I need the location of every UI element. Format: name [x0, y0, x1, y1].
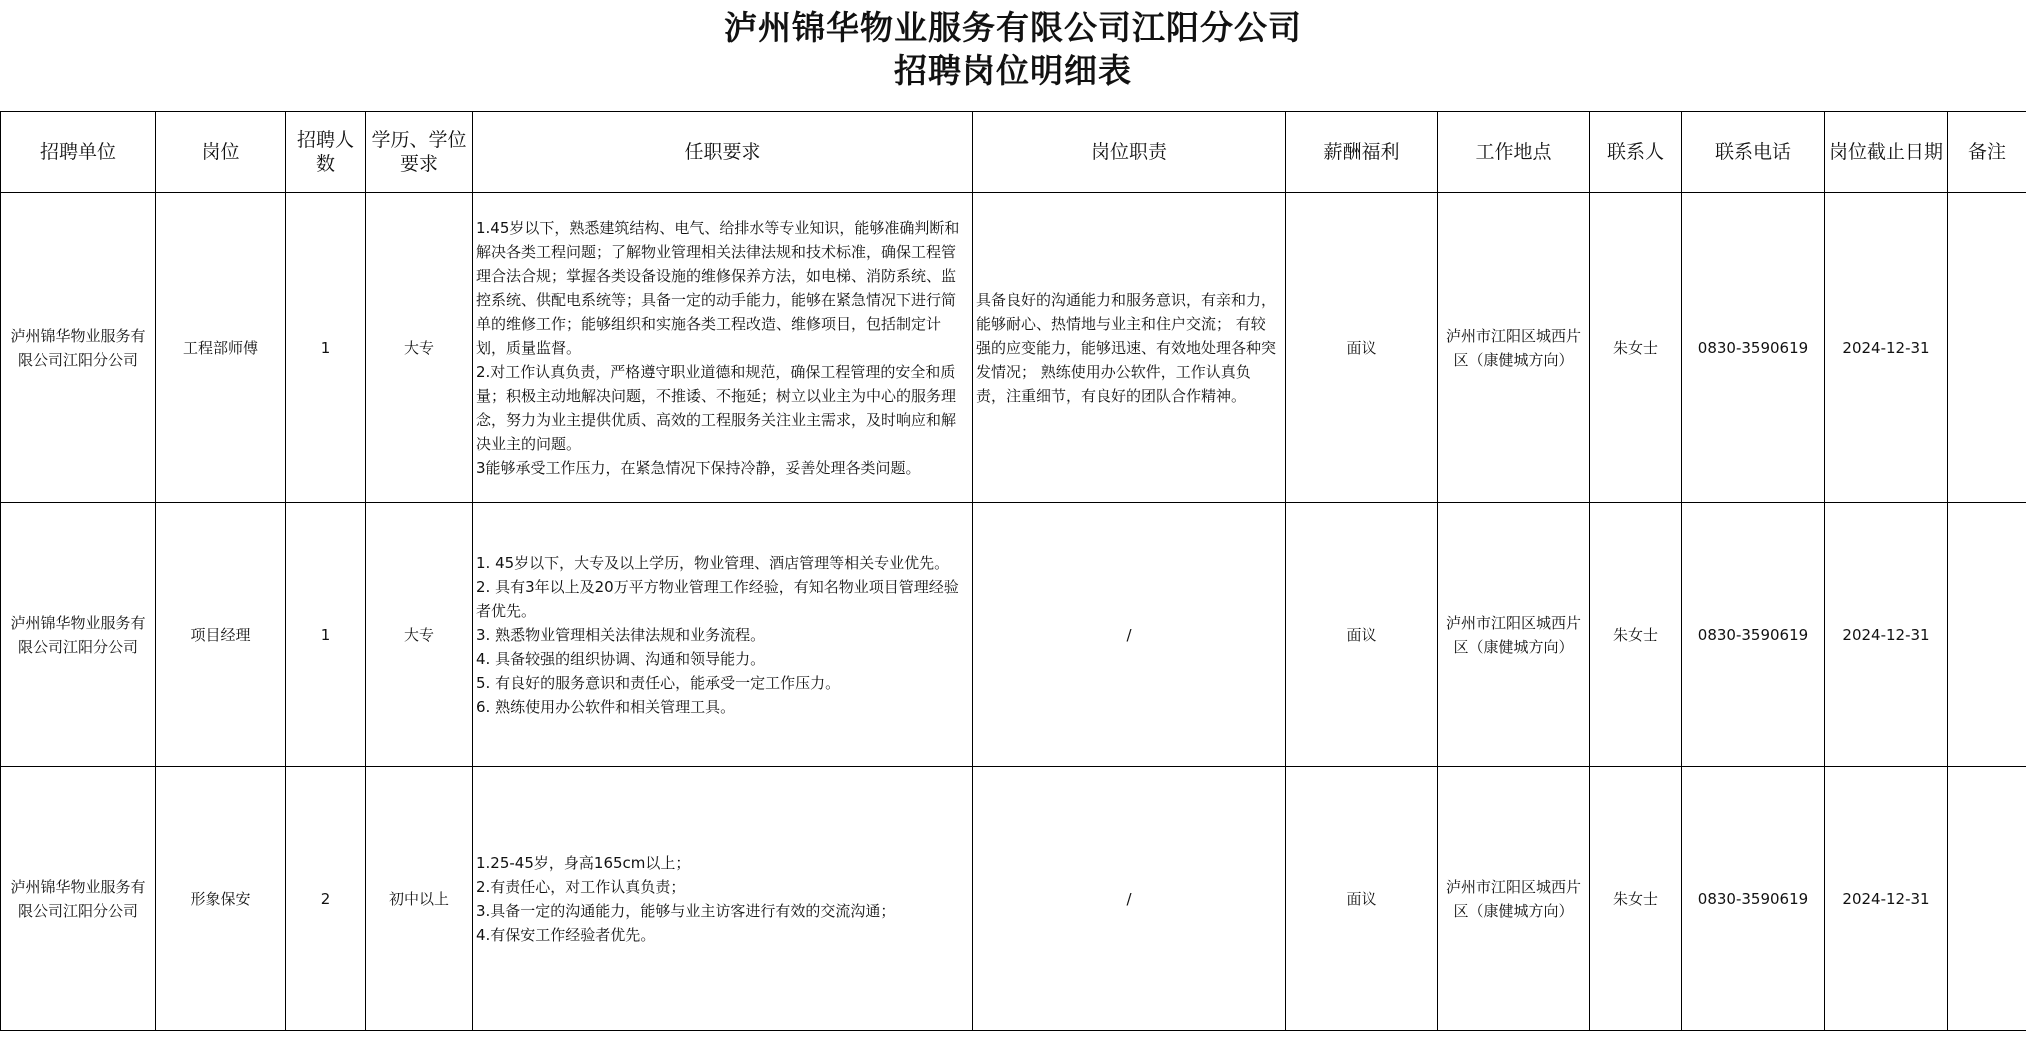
cell-duties: 具备良好的沟通能力和服务意识，有亲和力，能够耐心、热情地与业主和住户交流； 有较强的应变能力，能够迅速、有效地处理各种突发情况； 熟练使用办公软件，工作认真负责，注重细节，有良好的团队合作精神。	[973, 193, 1286, 503]
requirement-line: 2.对工作认真负责，严格遵守职业道德和规范，确保工程管理的安全和质量；积极主动地解决问题，不推诿、不拖延；树立以业主为中心的服务理念，努力为业主提供优质、高效的工程服务关注业主需求，及时响应和解决业主的问题。	[476, 362, 957, 453]
header-duties: 岗位职责	[973, 112, 1286, 193]
header-salary: 薪酬福利	[1286, 112, 1438, 193]
requirement-line: 3. 熟悉物业管理相关法律法规和业务流程。	[476, 625, 766, 644]
cell-position: 形象保安	[156, 767, 286, 1031]
table-row	[1, 503, 2026, 767]
recruitment-table	[0, 111, 2026, 1031]
cell-unit: 泸州锦华物业服务有限公司江阳分公司	[1, 503, 156, 767]
cell-location: 泸州市江阳区城西片区（康健城方向）	[1438, 193, 1590, 503]
cell-unit: 泸州锦华物业服务有限公司江阳分公司	[1, 193, 156, 503]
header-contact: 联系人	[1590, 112, 1682, 193]
cell-position: 项目经理	[156, 503, 286, 767]
cell-notes	[1948, 503, 2026, 767]
cell-duties: /	[973, 503, 1286, 767]
header-deadline: 岗位截止日期	[1825, 112, 1948, 193]
cell-education: 初中以上	[366, 767, 473, 1031]
requirement-line: 3能够承受工作压力，在紧急情况下保持冷静，妥善处理各类问题。	[476, 458, 921, 477]
requirement-line: 2.有责任心，对工作认真负责；	[476, 877, 686, 896]
cell-count: 1	[286, 503, 366, 767]
header-position: 岗位	[156, 112, 286, 193]
cell-education: 大专	[366, 193, 473, 503]
cell-deadline: 2024-12-31	[1825, 767, 1948, 1031]
cell-unit: 泸州锦华物业服务有限公司江阳分公司	[1, 767, 156, 1031]
header-location: 工作地点	[1438, 112, 1590, 193]
title-line-2: 招聘岗位明细表	[894, 51, 1132, 90]
cell-contact: 朱女士	[1590, 767, 1682, 1031]
page-title	[0, 6, 2026, 92]
table-row	[1, 767, 2026, 1031]
cell-notes	[1948, 767, 2026, 1031]
cell-contact: 朱女士	[1590, 503, 1682, 767]
cell-salary: 面议	[1286, 193, 1438, 503]
table-header-row	[1, 112, 2026, 193]
cell-location: 泸州市江阳区城西片区（康健城方向）	[1438, 503, 1590, 767]
cell-requirements	[473, 503, 973, 767]
cell-notes	[1948, 193, 2026, 503]
header-education: 学历、学位要求	[366, 112, 473, 193]
cell-duties: /	[973, 767, 1286, 1031]
cell-count: 2	[286, 767, 366, 1031]
cell-count: 1	[286, 193, 366, 503]
table-row	[1, 193, 2026, 503]
requirement-line: 1.25-45岁，身高165cm以上；	[476, 853, 691, 872]
requirement-line: 3.具备一定的沟通能力，能够与业主访客进行有效的交流沟通；	[476, 901, 896, 920]
cell-location: 泸州市江阳区城西片区（康健城方向）	[1438, 767, 1590, 1031]
cell-salary: 面议	[1286, 767, 1438, 1031]
cell-position: 工程部师傅	[156, 193, 286, 503]
requirement-line: 2. 具有3年以上及20万平方物业管理工作经验，有知名物业项目管理经验者优先。	[476, 577, 959, 620]
cell-phone: 0830-3590619	[1682, 767, 1825, 1031]
header-count: 招聘人数	[286, 112, 366, 193]
cell-deadline: 2024-12-31	[1825, 193, 1948, 503]
cell-contact: 朱女士	[1590, 193, 1682, 503]
cell-deadline: 2024-12-31	[1825, 503, 1948, 767]
header-phone: 联系电话	[1682, 112, 1825, 193]
title-line-1: 泸州锦华物业服务有限公司江阳分公司	[724, 8, 1302, 47]
header-unit: 招聘单位	[1, 112, 156, 193]
requirement-line: 1. 45岁以下，大专及以上学历，物业管理、酒店管理等相关专业优先。	[476, 553, 950, 572]
requirement-line: 6. 熟练使用办公软件和相关管理工具。	[476, 697, 736, 716]
requirement-line: 1.45岁以下，熟悉建筑结构、电气、给排水等专业知识，能够准确判断和解决各类工程问题；了解物业管理相关法律法规和技术标准，确保工程管理合法合规；掌握各类设备设施的维修保养方法，如电梯、消防系统、监控系统、供配电系统等；具备一定的动手能力，能够在紧急情况下进行简单的维修工作；能够组织和实施各类工程改造、维修项目，包括制定计划，质量监督。	[476, 218, 960, 357]
requirement-line: 5. 有良好的服务意识和责任心，能承受一定工作压力。	[476, 673, 841, 692]
header-notes: 备注	[1948, 112, 2026, 193]
requirement-line: 4.有保安工作经验者优先。	[476, 925, 656, 944]
requirement-line: 4. 具备较强的组织协调、沟通和领导能力。	[476, 649, 766, 668]
cell-requirements	[473, 767, 973, 1031]
cell-phone: 0830-3590619	[1682, 503, 1825, 767]
cell-requirements	[473, 193, 973, 503]
cell-phone: 0830-3590619	[1682, 193, 1825, 503]
header-requirements: 任职要求	[473, 112, 973, 193]
cell-salary: 面议	[1286, 503, 1438, 767]
cell-education: 大专	[366, 503, 473, 767]
